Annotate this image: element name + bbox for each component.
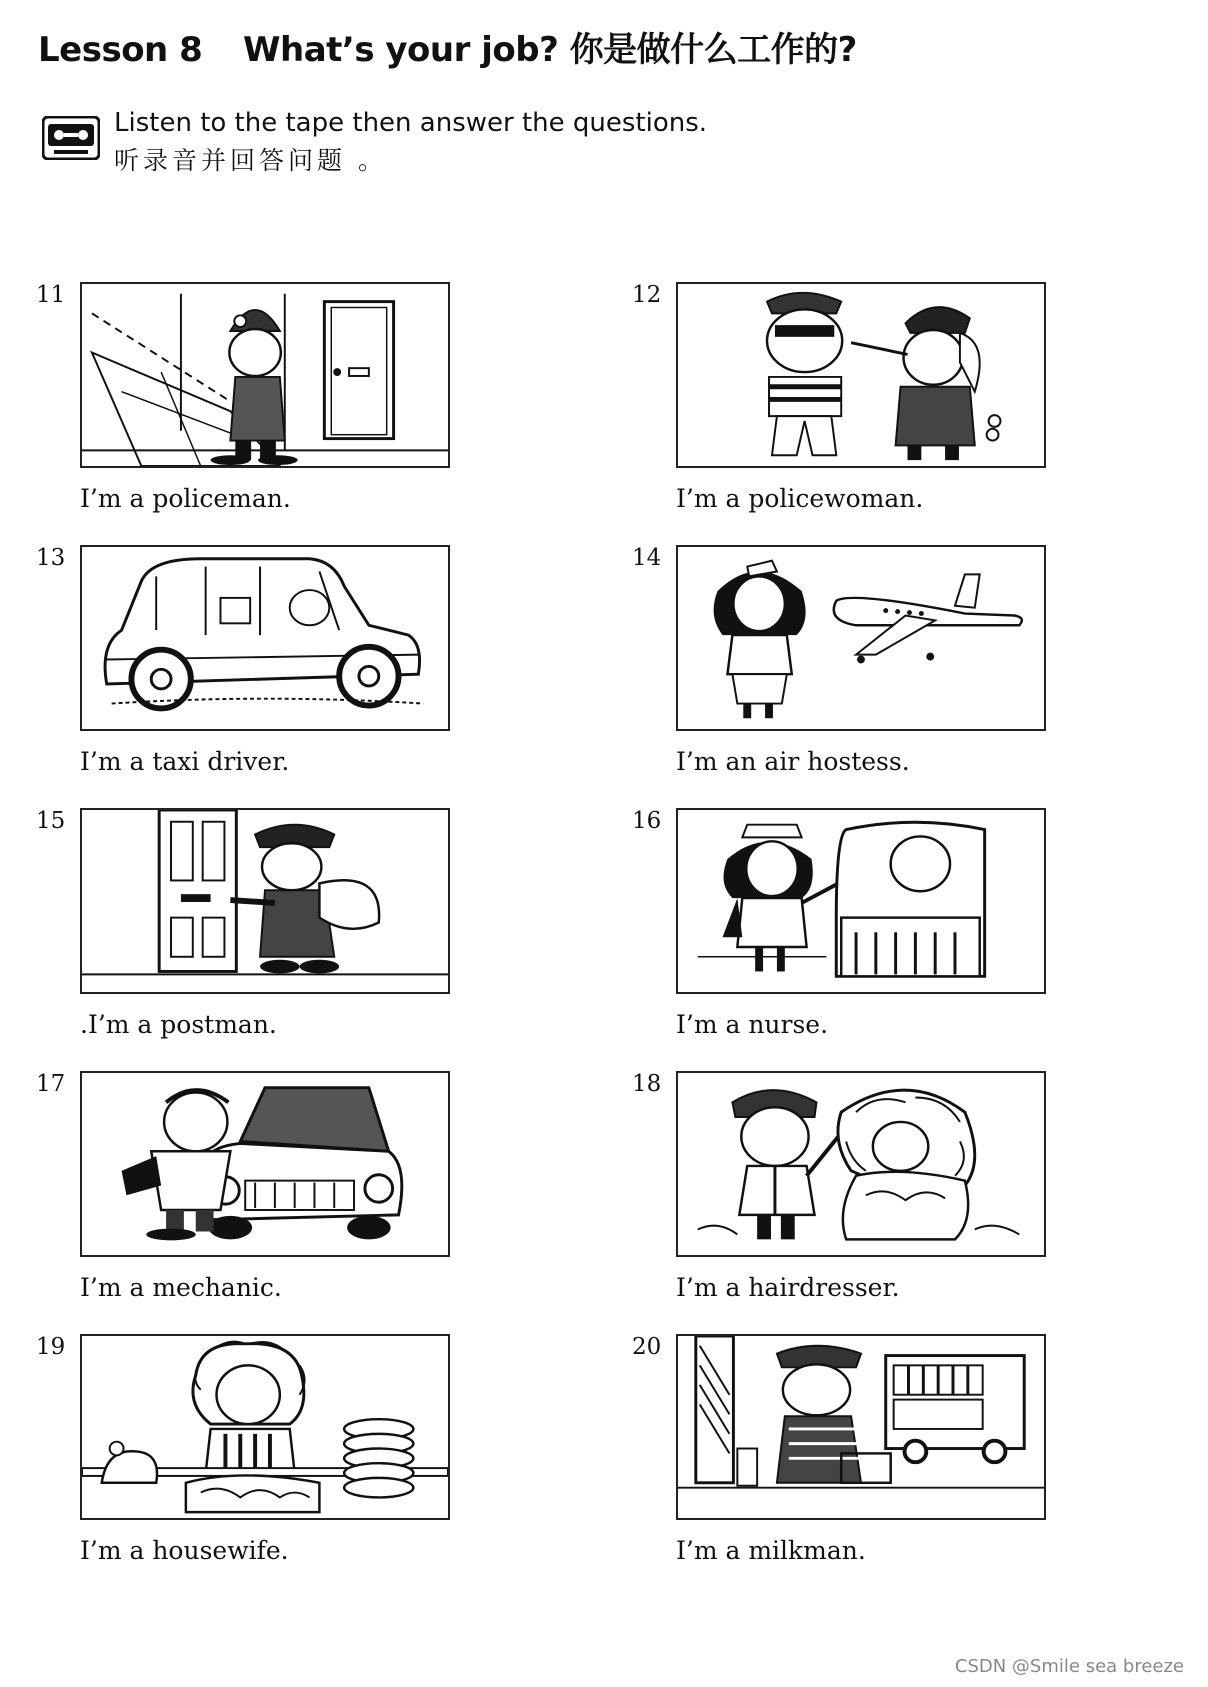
mechanic-illustration [80, 1071, 450, 1257]
housewife-illustration [80, 1334, 450, 1520]
watermark: CSDN @Smile sea breeze [954, 1656, 1184, 1677]
air-hostess-illustration [676, 545, 1046, 731]
card-caption: I’m an air hostess. [676, 747, 910, 776]
card-caption: I’m a mechanic. [80, 1273, 282, 1302]
card-caption: I’m a policeman. [80, 484, 291, 513]
card-number: 17 [36, 1071, 66, 1097]
card-number: 12 [632, 282, 662, 308]
card-number: 16 [632, 808, 662, 834]
card-caption: I’m a hairdresser. [676, 1273, 900, 1302]
card-caption: I’m a taxi driver. [80, 747, 290, 776]
card-number: 14 [632, 545, 662, 571]
card-caption: I’m a milkman. [676, 1536, 866, 1565]
instruction-english: Listen to the tape then answer the questions. [114, 108, 708, 138]
milkman-illustration [676, 1334, 1046, 1520]
nurse-illustration [676, 808, 1046, 994]
instruction-chinese: 听录音并回答问题 。 [114, 146, 387, 175]
card-caption: I’m a policewoman. [676, 484, 924, 513]
postman-illustration [80, 808, 450, 994]
card-number: 18 [632, 1071, 662, 1097]
lesson-header [38, 22, 1168, 70]
card-caption: I’m a housewife. [80, 1536, 289, 1565]
hairdresser-illustration [676, 1071, 1046, 1257]
card-number: 13 [36, 545, 66, 571]
card-caption: .I’m a postman. [80, 1010, 277, 1039]
card-number: 20 [632, 1334, 662, 1360]
card-number: 15 [36, 808, 66, 834]
lesson-number: Lesson 8 [38, 30, 203, 70]
card-caption: I’m a nurse. [676, 1010, 829, 1039]
policewoman-illustration [676, 282, 1046, 468]
policeman-illustration [80, 282, 450, 468]
card-number: 11 [36, 282, 66, 308]
taxi-driver-illustration [80, 545, 450, 731]
instructions [42, 104, 842, 184]
lesson-title: What’s your job? 你是做什么工作的? [243, 30, 857, 70]
card-number: 19 [36, 1334, 66, 1360]
cassette-tape-icon [42, 116, 100, 160]
